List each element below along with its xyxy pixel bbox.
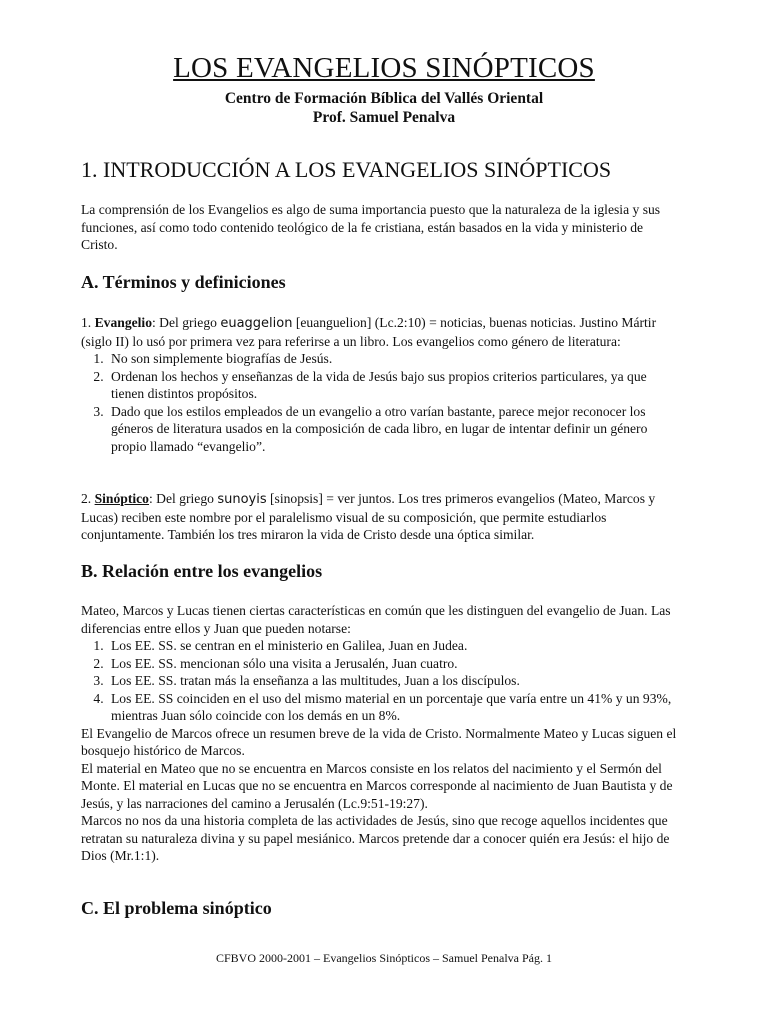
section-b-intro: Mateo, Marcos y Lucas tienen ciertas características en común que les distinguen del evangelio de Juan. Las diferencias entre ellos y Juan que pueden notarse:: [81, 603, 671, 636]
marcos-paragraph: El Evangelio de Marcos ofrece un resumen breve de la vida de Cristo. Normalmente Mateo y Lucas siguen el bosquejo histórico de Marcos.: [81, 725, 677, 758]
definition-evangelio: [81, 314, 681, 455]
greek-word: euaggelion: [220, 316, 293, 331]
definition-body: [euanguelion] (Lc.2:10) = noticias, buenas noticias. Justino Mártir (siglo II) lo usó por primera vez para referirse a un libro. Los evangelios como género de literatura:: [81, 315, 657, 349]
section-1-intro: [81, 201, 681, 254]
greek-word: sunoyis: [217, 492, 267, 507]
section-c-heading: C. El problema sinóptico: [81, 898, 272, 918]
evangelio-genre-list: [81, 350, 681, 455]
definition-pre: : Del griego: [148, 491, 218, 506]
section-1-heading: 1. INTRODUCCIÓN A LOS EVANGELIOS SINÓPTICOS: [81, 157, 612, 182]
list-item: 2. Los EE. SS. mencionan sólo una visita a Jerusalén, Juan cuatro.: [107, 655, 681, 673]
definition-2-text: [81, 490, 681, 544]
definition-sinoptico: [81, 490, 681, 544]
list-item: 4. Los EE. SS coinciden en el uso del mismo material en un porcentaje que varía entre un 41% y un 93%, mientras Juan sólo coincide con los demás en un 8%.: [107, 690, 681, 725]
marcos-purpose-paragraph: Marcos no nos da una historia completa de las actividades de Jesús, sino que recoge aquellos incidentes que retratan su naturaleza divina y su papel mesiánico. Marcos pretende dar a conocer quién era Jesús: el hijo de Dios (Mr.1:1).: [81, 813, 670, 863]
section-a-heading: A. Términos y definiciones: [81, 272, 286, 292]
institution-subtitle: Centro de Formación Bíblica del Vallés Oriental: [224, 90, 544, 107]
page-footer: CFBVO 2000-2001 – Evangelios Sinópticos – Samuel Penalva Pág. 1: [216, 951, 552, 965]
intro-paragraph: La comprensión de los Evangelios es algo de suma importancia puesto que la naturaleza de la iglesia y sus funciones, así como todo contenido teológico de la fe cristiana, están basados en la vida y ministerio de Cristo.: [81, 202, 661, 252]
definition-1-text: [81, 314, 681, 350]
list-item: 2. Ordenan los hechos y enseñanzas de la vida de Jesús bajo sus propios criterios particulares, ya que tienen distintos propósitos.: [107, 368, 681, 403]
term-sinoptico: Sinóptico: [94, 491, 149, 506]
definition-number: 2.: [81, 491, 95, 506]
section-b-heading: B. Relación entre los evangelios: [81, 561, 323, 581]
list-item: 1. No son simplemente biografías de Jesús.: [107, 350, 681, 368]
definition-body: [sinopsis] = ver juntos. Los tres primeros evangelios (Mateo, Marcos y Lucas) reciben este nombre por el paralelismo visual de su composición, que permite estudiarlos conjuntamente. También los tres miraron la vida de Cristo desde una óptica similar.: [81, 491, 656, 542]
definition-pre: : Del griego: [152, 315, 221, 330]
term-evangelio: Evangelio: [94, 315, 152, 330]
document-title: LOS EVANGELIOS SINÓPTICOS: [173, 52, 595, 84]
list-item: 3. Dado que los estilos empleados de un evangelio a otro varían bastante, parece mejor reconocer los géneros de literatura usados en la composición de cada libro, en lugar de intentar definir un género propio llamado “evangelio”.: [107, 403, 681, 456]
differences-list: [81, 637, 681, 725]
list-item: 1. Los EE. SS. se centran en el ministerio en Galilea, Juan en Judea.: [107, 637, 681, 655]
list-item: 3. Los EE. SS. tratan más la enseñanza a las multitudes, Juan a los discípulos.: [107, 672, 681, 690]
section-b-body: [81, 602, 681, 865]
material-paragraph: El material en Mateo que no se encuentra en Marcos consiste en los relatos del nacimiento y el Sermón del Monte. El material en Lucas que no se encuentra en Marcos corresponde al nacimiento de Juan Bautista y de Jesús, y las narraciones del camino a Jerusalén (Lc.9:51-19:27).: [81, 760, 673, 811]
definition-number: 1.: [81, 315, 95, 330]
author-subtitle: Prof. Samuel Penalva: [312, 109, 456, 126]
